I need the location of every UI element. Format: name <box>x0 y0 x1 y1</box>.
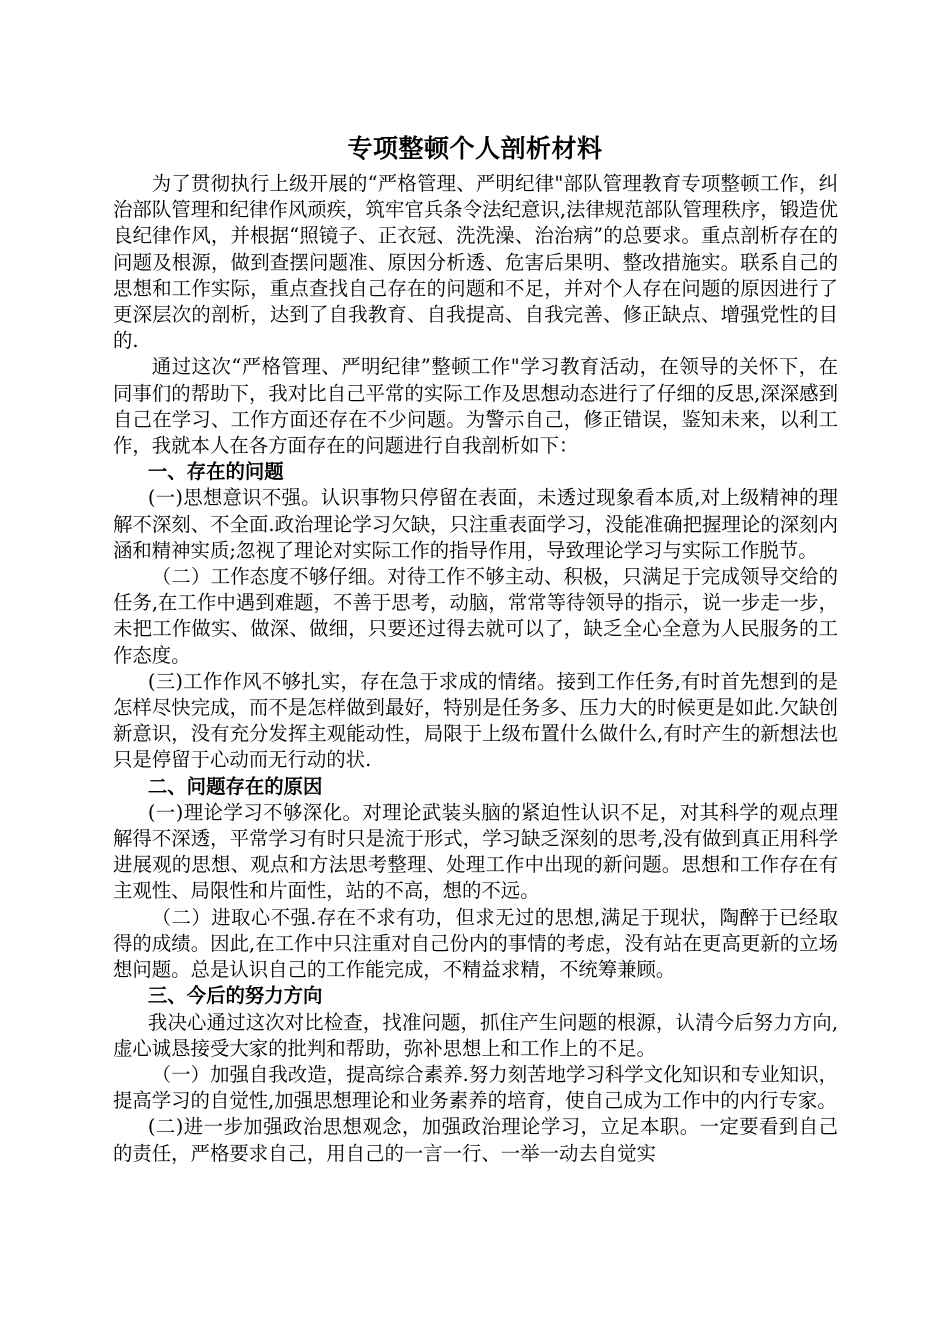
paragraph-intro: 为了贯彻执行上级开展的“严格管理、严明纪律"部队管理教育专项整顿工作，纠治部队管理和纪律作风顽疾，筑牢官兵条令法纪意识,法律规范部队管理秩序，锻造优良纪律作风，并根据“照镜子、正衣冠、洗洗澡、治治病”的总要求。重点剖析存在的问题及根源，做到查摆问题准、原因分析透、危害后果明、整改措施实。联系自己的思想和工作实际，重点查找自己存在的问题和不足，并对个人存在问题的原因进行了更深层次的剖析，达到了自我教育、自我提高、自我完善、修正缺点、增强党性的目的. <box>113 172 838 353</box>
document-body <box>113 171 838 1167</box>
paragraph-problem-3: (三)工作作风不够扎实，存在急于求成的情绪。接到工作任务,有时首先想到的是怎样尽快完成，而不是怎样做到最好，特别是任务多、压力大的时候更是如此.欠缺创新意识，没有充分发挥主观能动性，局限于上级布置什么做什么,有时产生的新想法也只是停留于心动而无行动的状. <box>113 669 838 772</box>
document-title: 专项整顿个人剖析材料 <box>347 134 603 163</box>
paragraph-cause-2: （二）进取心不强.存在不求有功，但求无过的思想,满足于现状，陶醉于已经取得的成绩。因此,在工作中只注重对自己份内的事情的考虑，没有站在更高更新的立场想问题。总是认识自己的工作能完成，不精益求精，不统筹兼顾。 <box>113 905 838 982</box>
paragraph-direction-1: （一）加强自我改造，提高综合素养.努力刻苦地学习科学文化知识和专业知识，提高学习的自觉性,加强思想理论和业务素养的培育，使自己成为工作中的内行专家。 <box>113 1062 838 1113</box>
paragraph-problem-2: （二）工作态度不够仔细。对待工作不够主动、积极，只满足于完成领导交给的任务,在工作中遇到难题，不善于思考，动脑，常常等待领导的指示，说一步走一步，未把工作做实、做深、做细，只要还过得去就可以了，缺乏全心全意为人民服务的工作态度。 <box>113 565 838 667</box>
paragraph-problem-1: (一)思想意识不强。认识事物只停留在表面，未透过现象看本质,对上级精神的理解不深刻、不全面.政治理论学习欠缺，只注重表面学习，没能准确把握理论的深刻内涵和精神实质;忽视了理论对实际工作的指导作用，导致理论学习与实际工作脱节。 <box>113 486 838 562</box>
paragraph-cause-1: (一)理论学习不够深化。对理论武装头脑的紧迫性认识不足，对其科学的观点理解得不深透，平常学习有时只是流于形式，学习缺乏深刻的思考,没有做到真正用科学进展观的思想、观点和方法思考整理、处理工作中出现的新问题。思想和工作存在有主观性、局限性和片面性，站的不高，想的不远。 <box>113 800 838 903</box>
paragraph-overview: 通过这次“严格管理、严明纪律”整顿工作"学习教育活动，在领导的关怀下，在同事们的帮助下，我对比自己平常的实际工作及思想动态进行了仔细的反思,深深感到自己在学习、工作方面还存在不少问题。为警示自己，修正错误，鉴知未来，以利工作，我就本人在各方面存在的问题进行自我剖析如下： <box>113 355 838 458</box>
paragraph-direction-intro: 我决心通过这次对比检查，找准问题，抓住产生问题的根源，认清今后努力方向,虚心诚恳接受大家的批判和帮助，弥补思想上和工作上的不足。 <box>113 1010 838 1060</box>
section-heading-causes: 二、问题存在的原因 <box>147 774 323 798</box>
paragraph-direction-2: (二)进一步加强政治思想观念，加强政治理论学习，立足本职。一定要看到自己的责任，严格要求自己，用自己的一言一行、一举一动去自觉实 <box>113 1115 838 1165</box>
section-heading-problems: 一、存在的问题 <box>147 460 284 484</box>
section-heading-direction: 三、今后的努力方向 <box>147 984 323 1008</box>
